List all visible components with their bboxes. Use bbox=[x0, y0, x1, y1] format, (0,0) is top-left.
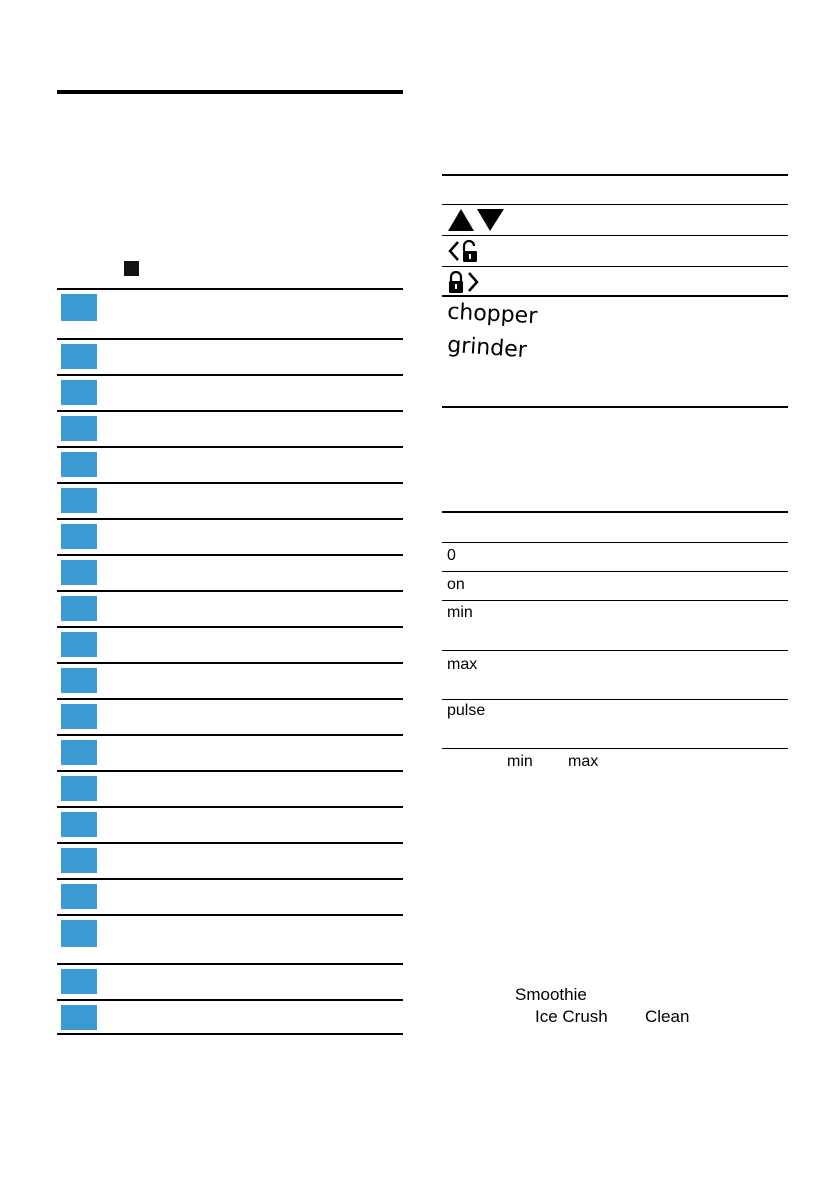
item-badge bbox=[61, 1005, 97, 1030]
list-item bbox=[57, 734, 403, 770]
item-badge bbox=[61, 704, 97, 729]
list-item bbox=[57, 338, 403, 374]
item-badge bbox=[61, 524, 97, 549]
table-row bbox=[442, 700, 788, 749]
table-row bbox=[442, 267, 788, 297]
table-row bbox=[442, 205, 788, 236]
chopper-icon: chopper bbox=[446, 299, 538, 330]
item-badge bbox=[61, 848, 97, 873]
item-badge bbox=[61, 812, 97, 837]
lock-icon bbox=[447, 270, 481, 294]
stop-square-icon bbox=[124, 261, 139, 276]
item-badge bbox=[61, 632, 97, 657]
grinder-icon: grinder bbox=[446, 332, 528, 364]
table-row bbox=[442, 601, 788, 651]
item-badge bbox=[61, 452, 97, 477]
list-item bbox=[57, 914, 403, 963]
list-item bbox=[57, 410, 403, 446]
item-badge bbox=[61, 969, 97, 994]
table-header-row bbox=[442, 513, 788, 543]
item-badge bbox=[61, 884, 97, 909]
item-badge bbox=[61, 560, 97, 585]
list-item bbox=[57, 518, 403, 554]
mode-off-label: 0 bbox=[447, 547, 456, 564]
item-badge bbox=[61, 596, 97, 621]
list-item bbox=[57, 770, 403, 806]
list-item bbox=[57, 842, 403, 878]
list-item bbox=[57, 446, 403, 482]
table-header-row bbox=[442, 176, 788, 205]
note-max: max bbox=[568, 753, 599, 770]
list-item bbox=[57, 288, 403, 338]
item-badge bbox=[61, 416, 97, 441]
note-min: min bbox=[507, 753, 533, 770]
list-item bbox=[57, 878, 403, 914]
table-row bbox=[442, 236, 788, 267]
accessory-logos bbox=[445, 299, 555, 365]
item-badge bbox=[61, 488, 97, 513]
up-down-arrows-icon bbox=[447, 208, 505, 232]
list-item bbox=[57, 698, 403, 734]
table-row bbox=[442, 651, 788, 700]
item-badge bbox=[61, 740, 97, 765]
item-badge bbox=[61, 776, 97, 801]
unlock-icon bbox=[447, 239, 481, 263]
mode-pulse-label: pulse bbox=[447, 702, 486, 719]
list-item bbox=[57, 999, 403, 1035]
table-row bbox=[442, 297, 788, 408]
program-ice-crush: Ice Crush bbox=[535, 1007, 608, 1026]
item-badge bbox=[61, 380, 97, 405]
item-badge bbox=[61, 344, 97, 369]
program-smoothie: Smoothie bbox=[515, 985, 587, 1004]
mode-min-label: min bbox=[447, 604, 473, 621]
program-clean: Clean bbox=[645, 1007, 690, 1026]
list-item bbox=[57, 374, 403, 410]
mode-on-label: on bbox=[447, 576, 465, 593]
mode-max-label: max bbox=[447, 656, 478, 673]
section-rule bbox=[57, 90, 403, 94]
list-item bbox=[57, 482, 403, 518]
symbol-table bbox=[442, 174, 788, 408]
item-badge bbox=[61, 294, 97, 321]
list-item bbox=[57, 963, 403, 999]
item-badge bbox=[61, 920, 97, 947]
table-row bbox=[442, 543, 788, 572]
list-item bbox=[57, 554, 403, 590]
table-row bbox=[442, 572, 788, 601]
list-item bbox=[57, 662, 403, 698]
list-item bbox=[57, 626, 403, 662]
list-item bbox=[57, 590, 403, 626]
parts-list bbox=[57, 288, 403, 1035]
speed-table bbox=[442, 511, 788, 749]
list-item bbox=[57, 806, 403, 842]
item-badge bbox=[61, 668, 97, 693]
